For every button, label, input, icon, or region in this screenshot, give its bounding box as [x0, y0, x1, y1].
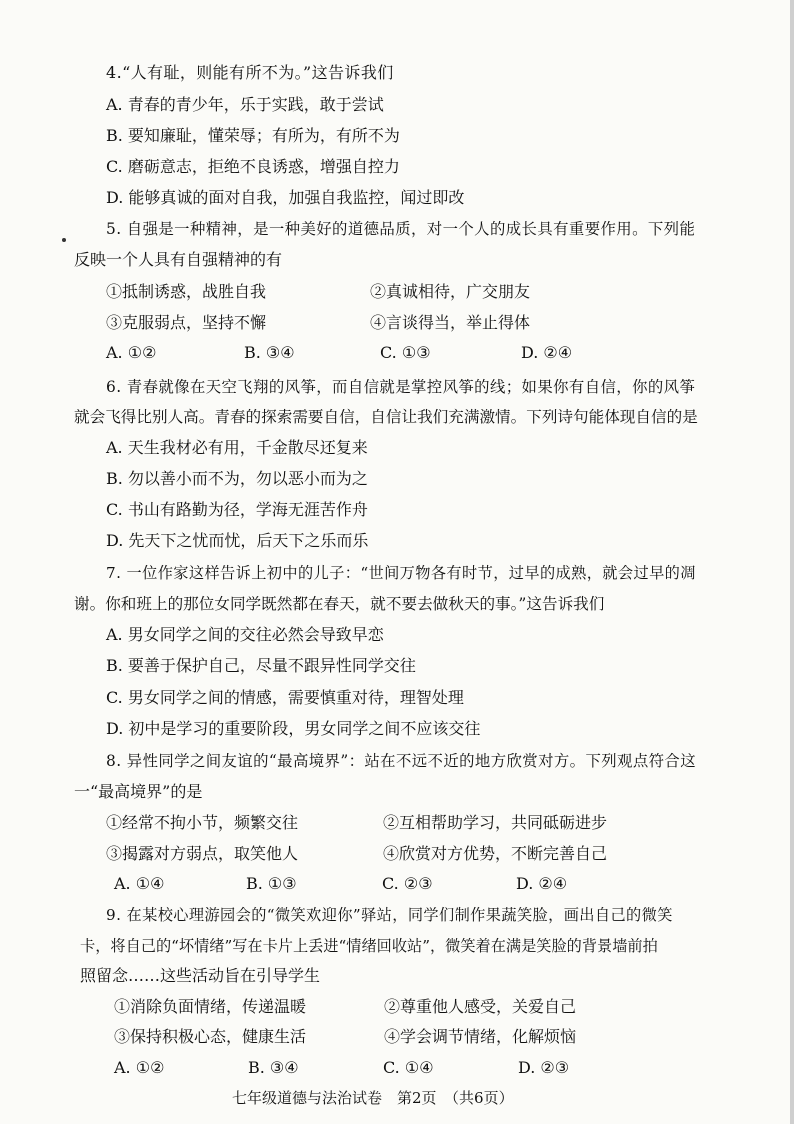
- q9-choice-d: D. ②③: [518, 1058, 570, 1077]
- q8-stem-line1: 8. 异性同学之间友谊的“最高境界”：站在不远不近的地方欣赏对方。下列观点符合这: [106, 752, 696, 770]
- q6-option-c: C. 书山有路勤为径，学海无涯苦作舟: [106, 500, 368, 519]
- q9-choice-b: B. ③④: [248, 1058, 299, 1077]
- q9-stem-line2: 卡，将自己的“坏情绪”写在卡片上丢进“情绪回收站”，微笑着在满是笑脸的背景墙前拍: [80, 937, 658, 955]
- q9-item-3: ③保持积极心态，健康生活: [114, 1027, 307, 1046]
- q5-choice-a: A. ①②: [106, 343, 157, 362]
- q5-item-2: ②真诚相待，广交朋友: [370, 282, 531, 301]
- q5-choice-c: C. ①③: [380, 343, 431, 362]
- q4-option-d: D. 能够真诚的面对自我，加强自我监控，闻过即改: [106, 188, 465, 207]
- page-footer: 七年级道德与法治试卷 第2页 （共6页）: [232, 1089, 514, 1107]
- q5-item-4: ④言谈得当，举止得体: [370, 313, 531, 332]
- q7-option-d: D. 初中是学习的重要阶段，男女同学之间不应该交往: [106, 719, 481, 738]
- q9-item-4: ④学会调节情绪，化解烦恼: [384, 1027, 577, 1046]
- q9-choice-a: A. ①②: [114, 1058, 165, 1077]
- q5-item-3: ③克服弱点，坚持不懈: [106, 313, 267, 332]
- q5-stem-line1: 5. 自强是一种精神，是一种美好的道德品质，对一个人的成长具有重要作用。下列能: [106, 220, 696, 238]
- q8-choice-d: D. ②④: [516, 874, 568, 893]
- q7-option-b: B. 要善于保护自己，尽量不跟异性同学交往: [106, 656, 416, 675]
- q9-choice-c: C. ①④: [383, 1058, 434, 1077]
- q8-choice-c: C. ②③: [382, 874, 433, 893]
- scan-speck: [62, 238, 66, 242]
- q7-option-a: A. 男女同学之间的交往必然会导致早恋: [106, 625, 384, 644]
- q5-choice-b: B. ③④: [244, 343, 295, 362]
- q8-choice-b: B. ①③: [246, 874, 297, 893]
- q8-choice-a: A. ①④: [114, 874, 165, 893]
- q6-option-a: A. 天生我材必有用，千金散尽还复来: [106, 438, 368, 457]
- q9-item-1: ①消除负面情绪，传递温暖: [114, 997, 307, 1016]
- q4-stem: 4.“人有耻，则能有所不为。”这告诉我们: [106, 63, 394, 82]
- q7-option-c: C. 男女同学之间的情感，需要慎重对待，理智处理: [106, 688, 464, 707]
- q9-item-2: ②尊重他人感受，关爱自己: [384, 997, 577, 1016]
- q9-stem-line3: 照留念……这些活动旨在引导学生: [80, 966, 321, 985]
- q6-option-d: D. 先天下之忧而忧，后天下之乐而乐: [106, 531, 369, 550]
- q9-stem-line1: 9. 在某校心理游园会的“微笑欢迎你”驿站，同学们制作果蔬笑脸，画出自己的微笑: [106, 906, 673, 924]
- q5-choice-d: D. ②④: [521, 343, 573, 362]
- q4-option-a: A. 青春的青少年，乐于实践，敢于尝试: [106, 95, 384, 114]
- q8-item-4: ④欣赏对方优势，不断完善自己: [383, 844, 608, 863]
- q5-stem-line2: 反映一个人具有自强精神的有: [74, 250, 283, 269]
- q8-item-3: ③揭露对方弱点，取笑他人: [106, 844, 299, 863]
- q7-stem-line1: 7. 一位作家这样告诉上初中的儿子：“世间万物各有时节，过早的成熟，就会过早的凋: [106, 564, 696, 582]
- q8-stem-line2: 一“最高境界”的是: [74, 782, 203, 801]
- q6-option-b: B. 勿以善小而不为，勿以恶小而为之: [106, 469, 368, 488]
- q6-stem-line1: 6. 青春就像在天空飞翔的风筝，而自信就是掌控风筝的线；如果你有自信，你的风筝: [106, 378, 696, 396]
- q8-item-2: ②互相帮助学习，共同砥砺进步: [383, 813, 608, 832]
- q7-stem-line2: 谢。你和班上的那位女同学既然都在春天，就不要去做秋天的事。”这告诉我们: [74, 595, 605, 613]
- q8-item-1: ①经常不拘小节，频繁交往: [106, 813, 299, 832]
- q4-option-b: B. 要知廉耻，懂荣辱；有所为，有所不为: [106, 126, 400, 145]
- q6-stem-line2: 就会飞得比别人高。青春的探索需要自信，自信让我们充满激情。下列诗句能体现自信的是: [74, 408, 698, 426]
- q5-item-1: ①抵制诱惑，战胜自我: [106, 282, 267, 301]
- scan-edge: [790, 0, 794, 1124]
- q4-option-c: C. 磨砺意志，拒绝不良诱惑，增强自控力: [106, 157, 400, 176]
